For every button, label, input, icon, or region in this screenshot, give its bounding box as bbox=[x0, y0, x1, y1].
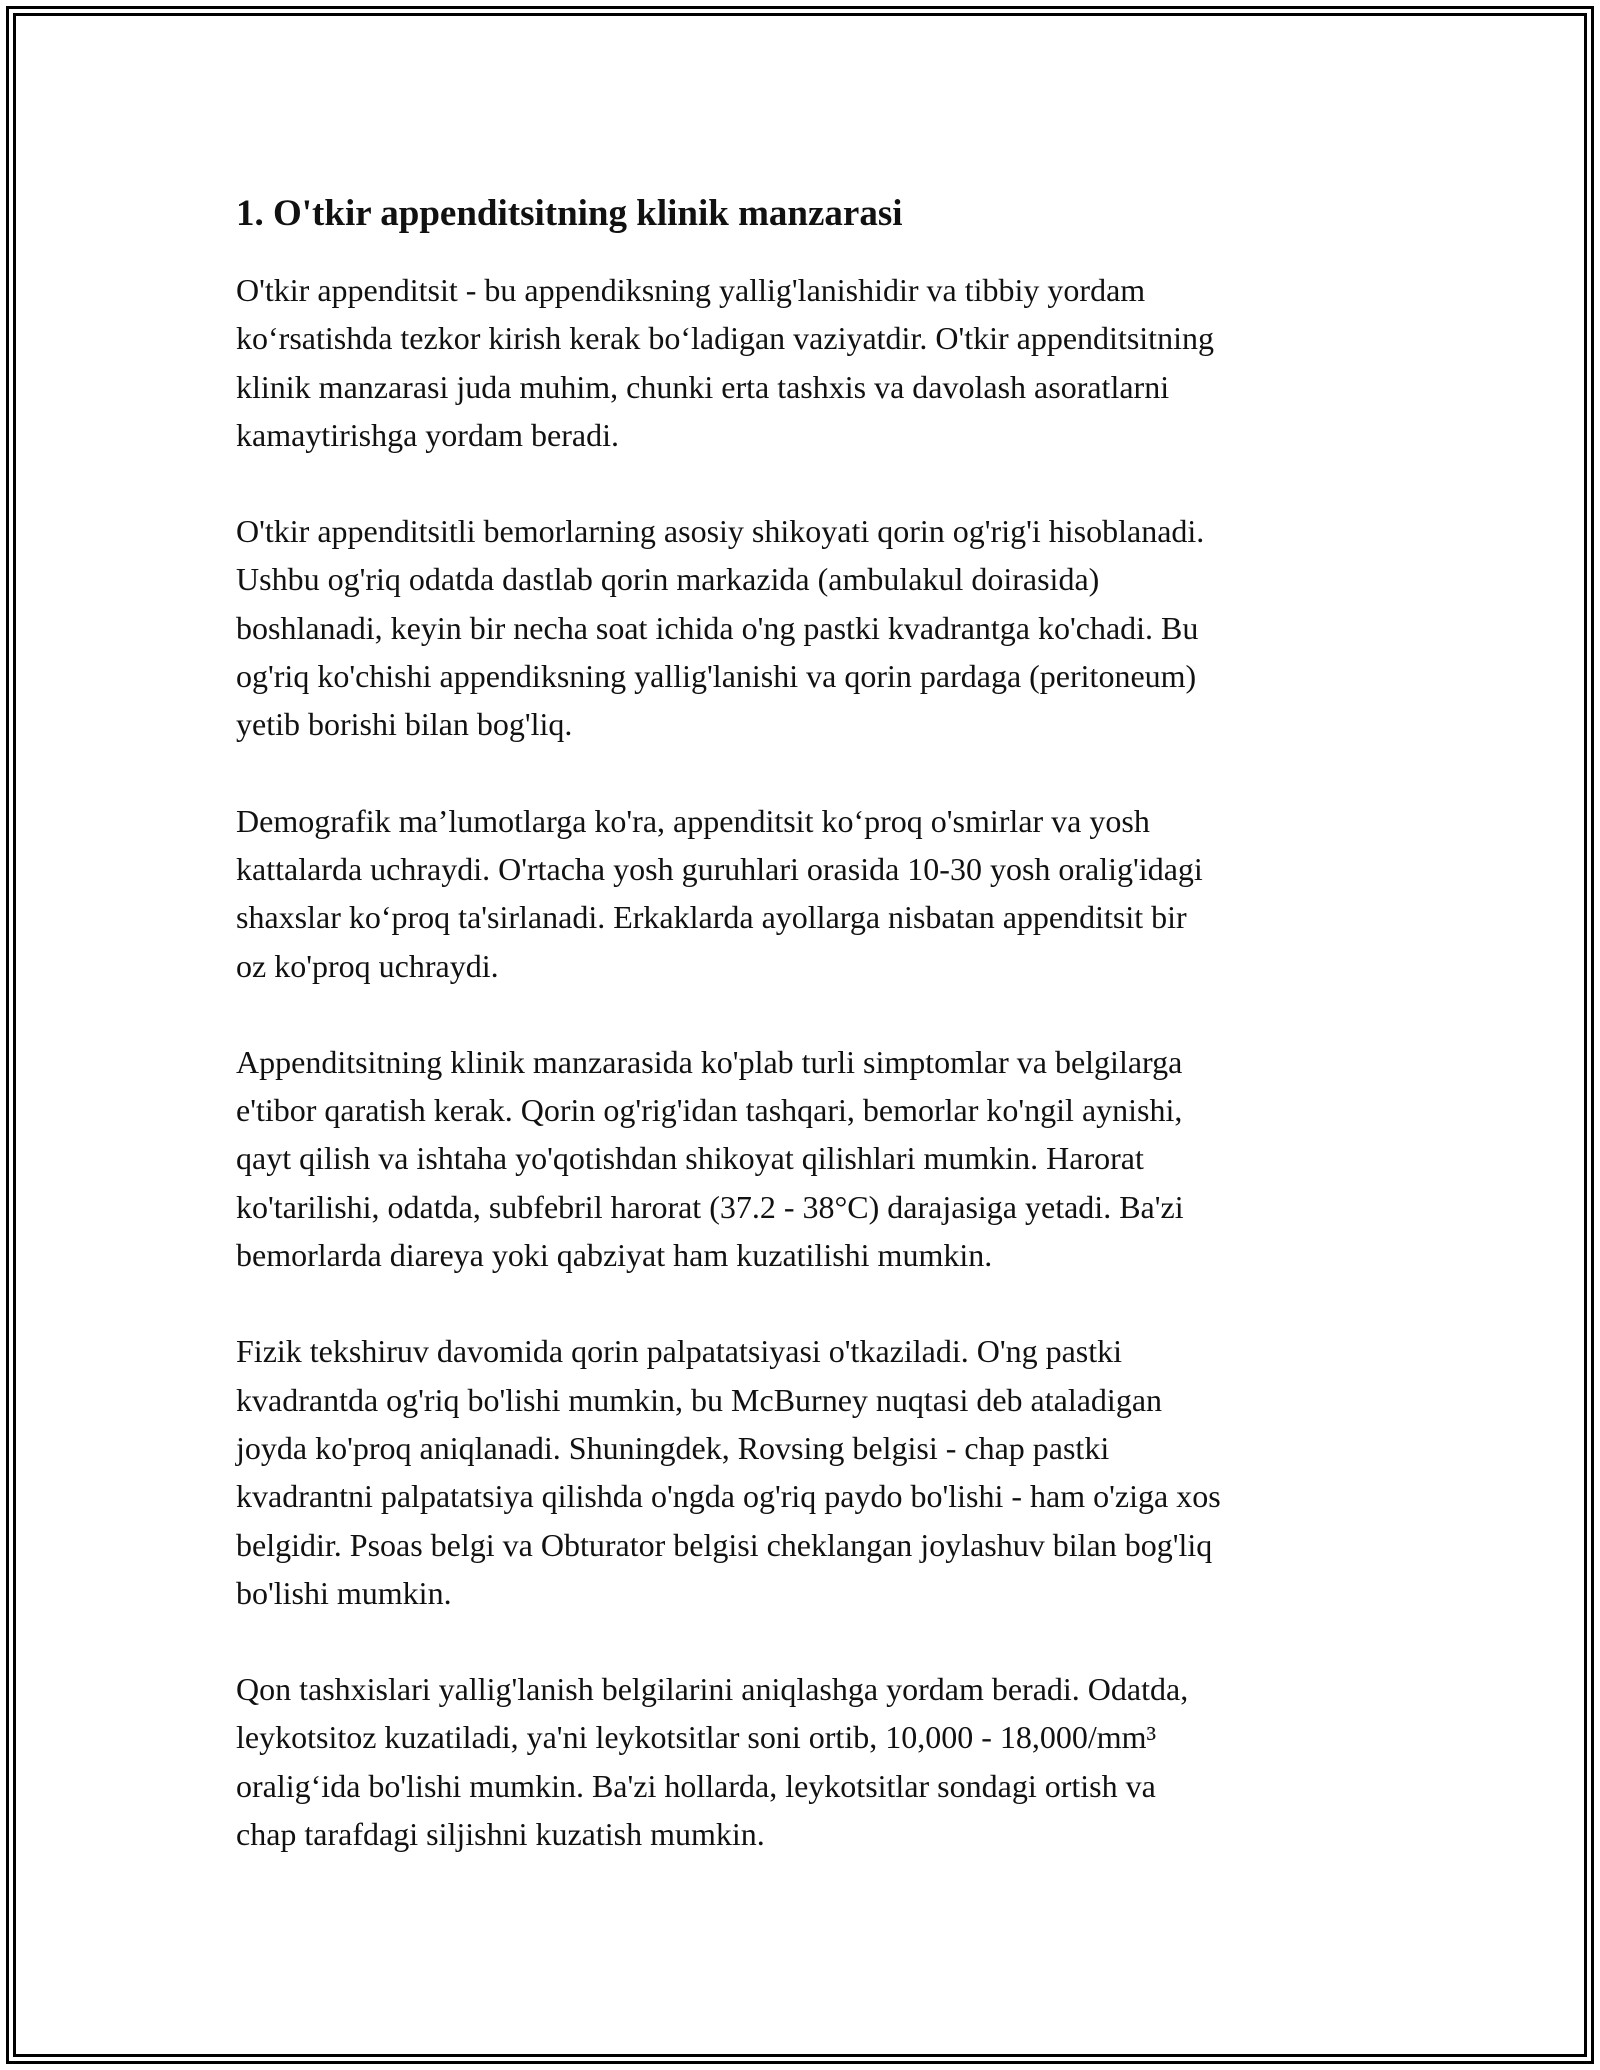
paragraph-demographics: Demografik ma’lumotlarga ko'ra, appenditsit ko‘proq o'smirlar va yosh kattalarda uchraydi. O'rtacha yosh guruhlari orasida 10-30 yosh oralig'idagi shaxslar ko‘proq ta'sirlanadi. Erkaklarda ayollarga nisbatan appenditsit bir oz ko'proq uchraydi. bbox=[236, 802, 1203, 984]
paragraph-definition: O'tkir appenditsit - bu appendiksning yallig'lanishidir va tibbiy yordam ko‘rsatishda tezkor kirish kerak bo‘ladigan vaziyatdir. O'tkir appenditsitning klinik manzarasi juda muhim, chunki erta tashxis va davolash asoratlarni kamaytirishga yordam beradi. bbox=[236, 272, 1214, 453]
paragraph-blood-tests: Qon tashxislari yallig'lanish belgilarini aniqlashga yordam beradi. Odatda, leykotsitoz kuzatiladi, ya'ni leykotsitlar soni ortib, 10,000 - 18,000/mm³ oralig‘ida bo'lishi mumkin. Ba'zi hollarda, leykotsitlar sondagi ortish va chap tarafdagi siljishni kuzatish mumkin. bbox=[236, 1671, 1189, 1853]
document-body bbox=[236, 186, 1386, 1906]
section-heading: 1. O'tkir appenditsitning klinik manzarasi bbox=[236, 193, 903, 234]
paragraph-physical-exam: Fizik tekshiruv davomida qorin palpatatsiyasi o'tkaziladi. O'ng pastki kvadrantda og'riq bo'lishi mumkin, bu McBurney nuqtasi deb ataladigan joyda ko'proq aniqlanadi. Shuningdek, Rovsing belgisi - chap pastki kvadrantni palpatatsiya qilishda o'ngda og'riq paydo bo'lishi - ham o'ziga xos belgidir. Psoas belgi va Obturator belgisi cheklangan joylashuv bilan bog'liq bo'lishi mumkin. bbox=[236, 1333, 1221, 1611]
paragraph-pain: O'tkir appenditsitli bemorlarning asosiy shikoyati qorin og'rig'i hisoblanadi. Ushbu og'riq odatda dastlab qorin markazida (ambulakul doirasida) boshlanadi, keyin bir necha soat ichida o'ng pastki kvadrantga ko'chadi. Bu og'riq ko'chishi appendiksning yallig'lanishi va qorin pardaga (peritoneum) yetib borishi bilan bog'liq. bbox=[236, 513, 1205, 743]
paragraph-symptoms: Appenditsitning klinik manzarasida ko'plab turli simptomlar va belgilarga e'tibor qaratish kerak. Qorin og'rig'idan tashqari, bemorlar ko'ngil aynishi, qayt qilish va ishtaha yo'qotishdan shikoyat qilishlari mumkin. Harorat ko'tarilishi, odatda, subfebril harorat (37.2 - 38°C) darajasiga yetadi. Ba'zi bemorlarda diareya yoki qabziyat ham kuzatilishi mumkin. bbox=[236, 1043, 1184, 1274]
